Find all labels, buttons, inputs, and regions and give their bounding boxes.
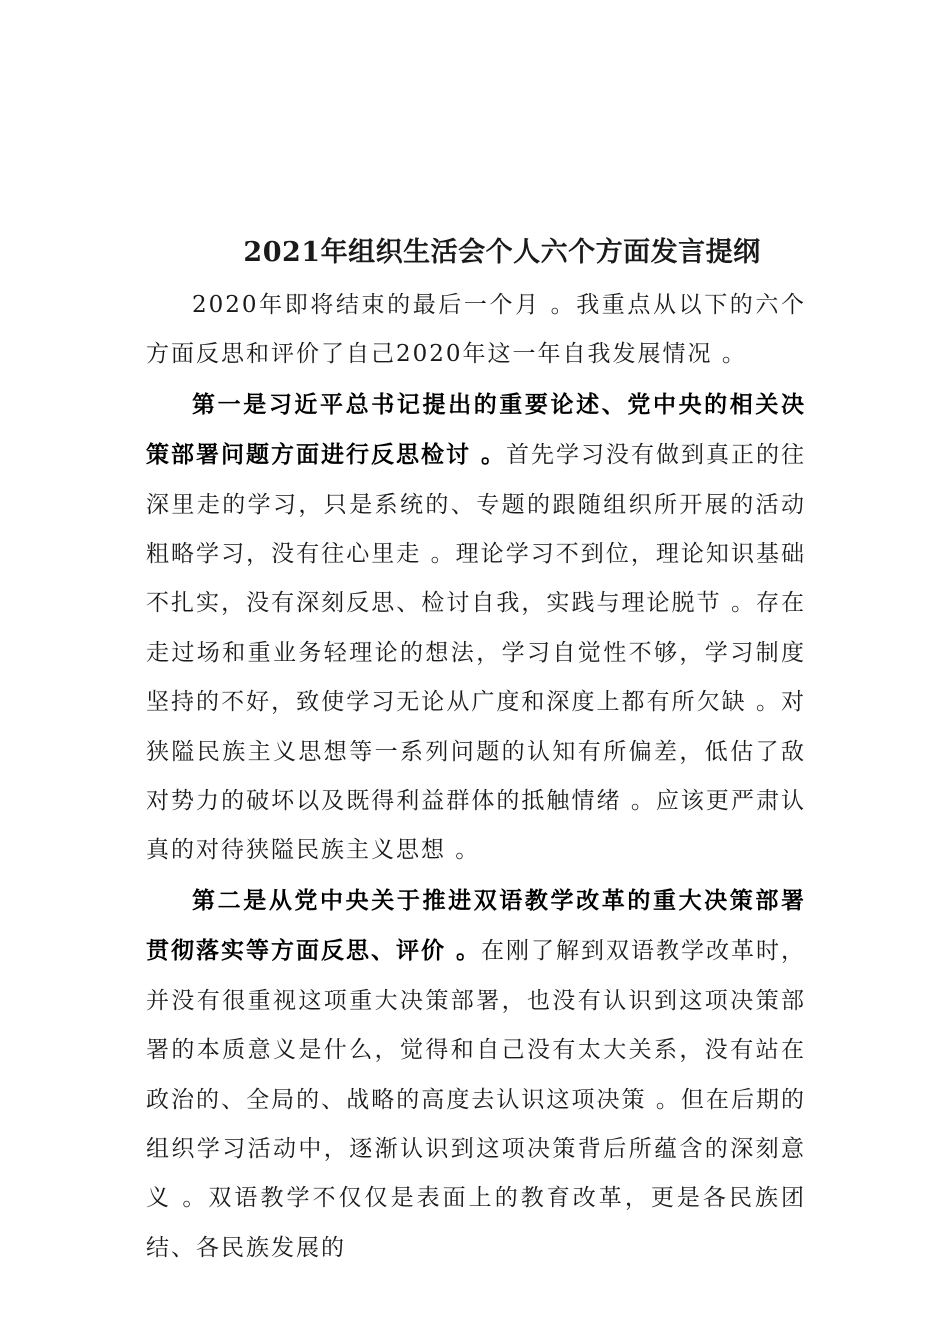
paragraph-intro <box>146 280 806 380</box>
paragraph-text: 2020年即将结束的最后一个月 。我重点从以下的六个方面反思和评价了自己2020年这一年自我发展情况 。 <box>146 292 806 368</box>
paragraph-lead: 第二是从党中央关于推进双语教学改革的重大决策部署贯彻落实等方面反思、评价 。 <box>146 886 806 965</box>
document-body <box>146 280 806 1273</box>
paragraph-section-2 <box>146 876 806 1273</box>
document-title: 2021年组织生活会个人六个方面发言提纲 <box>243 237 761 268</box>
paragraph-lead: 第一是习近平总书记提出的重要论述、党中央的相关决策部署问题方面进行反思检讨 。 <box>146 390 806 469</box>
paragraph-text: 在刚了解到双语教学改革时，并没有很重视这项重大决策部署，也没有认识到这项决策部署的本质意义是什么，觉得和自己没有太大关系，没有站在政治的、全局的、战略的高度去认识这项决策 。但在后期的组织学习活动中，逐渐认识到这项决策背后所蕴含的深刻意义 。双语教学不仅仅是表面上的教育改革，更是各民族团结、各民族发展的 <box>146 938 807 1261</box>
paragraph-section-1 <box>146 380 806 876</box>
paragraph-text: 首先学习没有做到真正的往深里走的学习，只是系统的、专题的跟随组织所开展的活动粗略学习，没有往心里走 。理论学习不到位，理论知识基础不扎实，没有深刻反思、检讨自我，实践与理论脱节 。存在走过场和重业务轻理论的想法，学习自觉性不够，学习制度坚持的不好，致使学习无论从广度和深度上都有所欠缺 。对狭隘民族主义思想等一系列问题的认知有所偏差，低估了敌对势力的破坏以及既得利益群体的抵触情绪 。应该更严肃认真的对待狭隘民族主义思想 。 <box>146 442 807 864</box>
